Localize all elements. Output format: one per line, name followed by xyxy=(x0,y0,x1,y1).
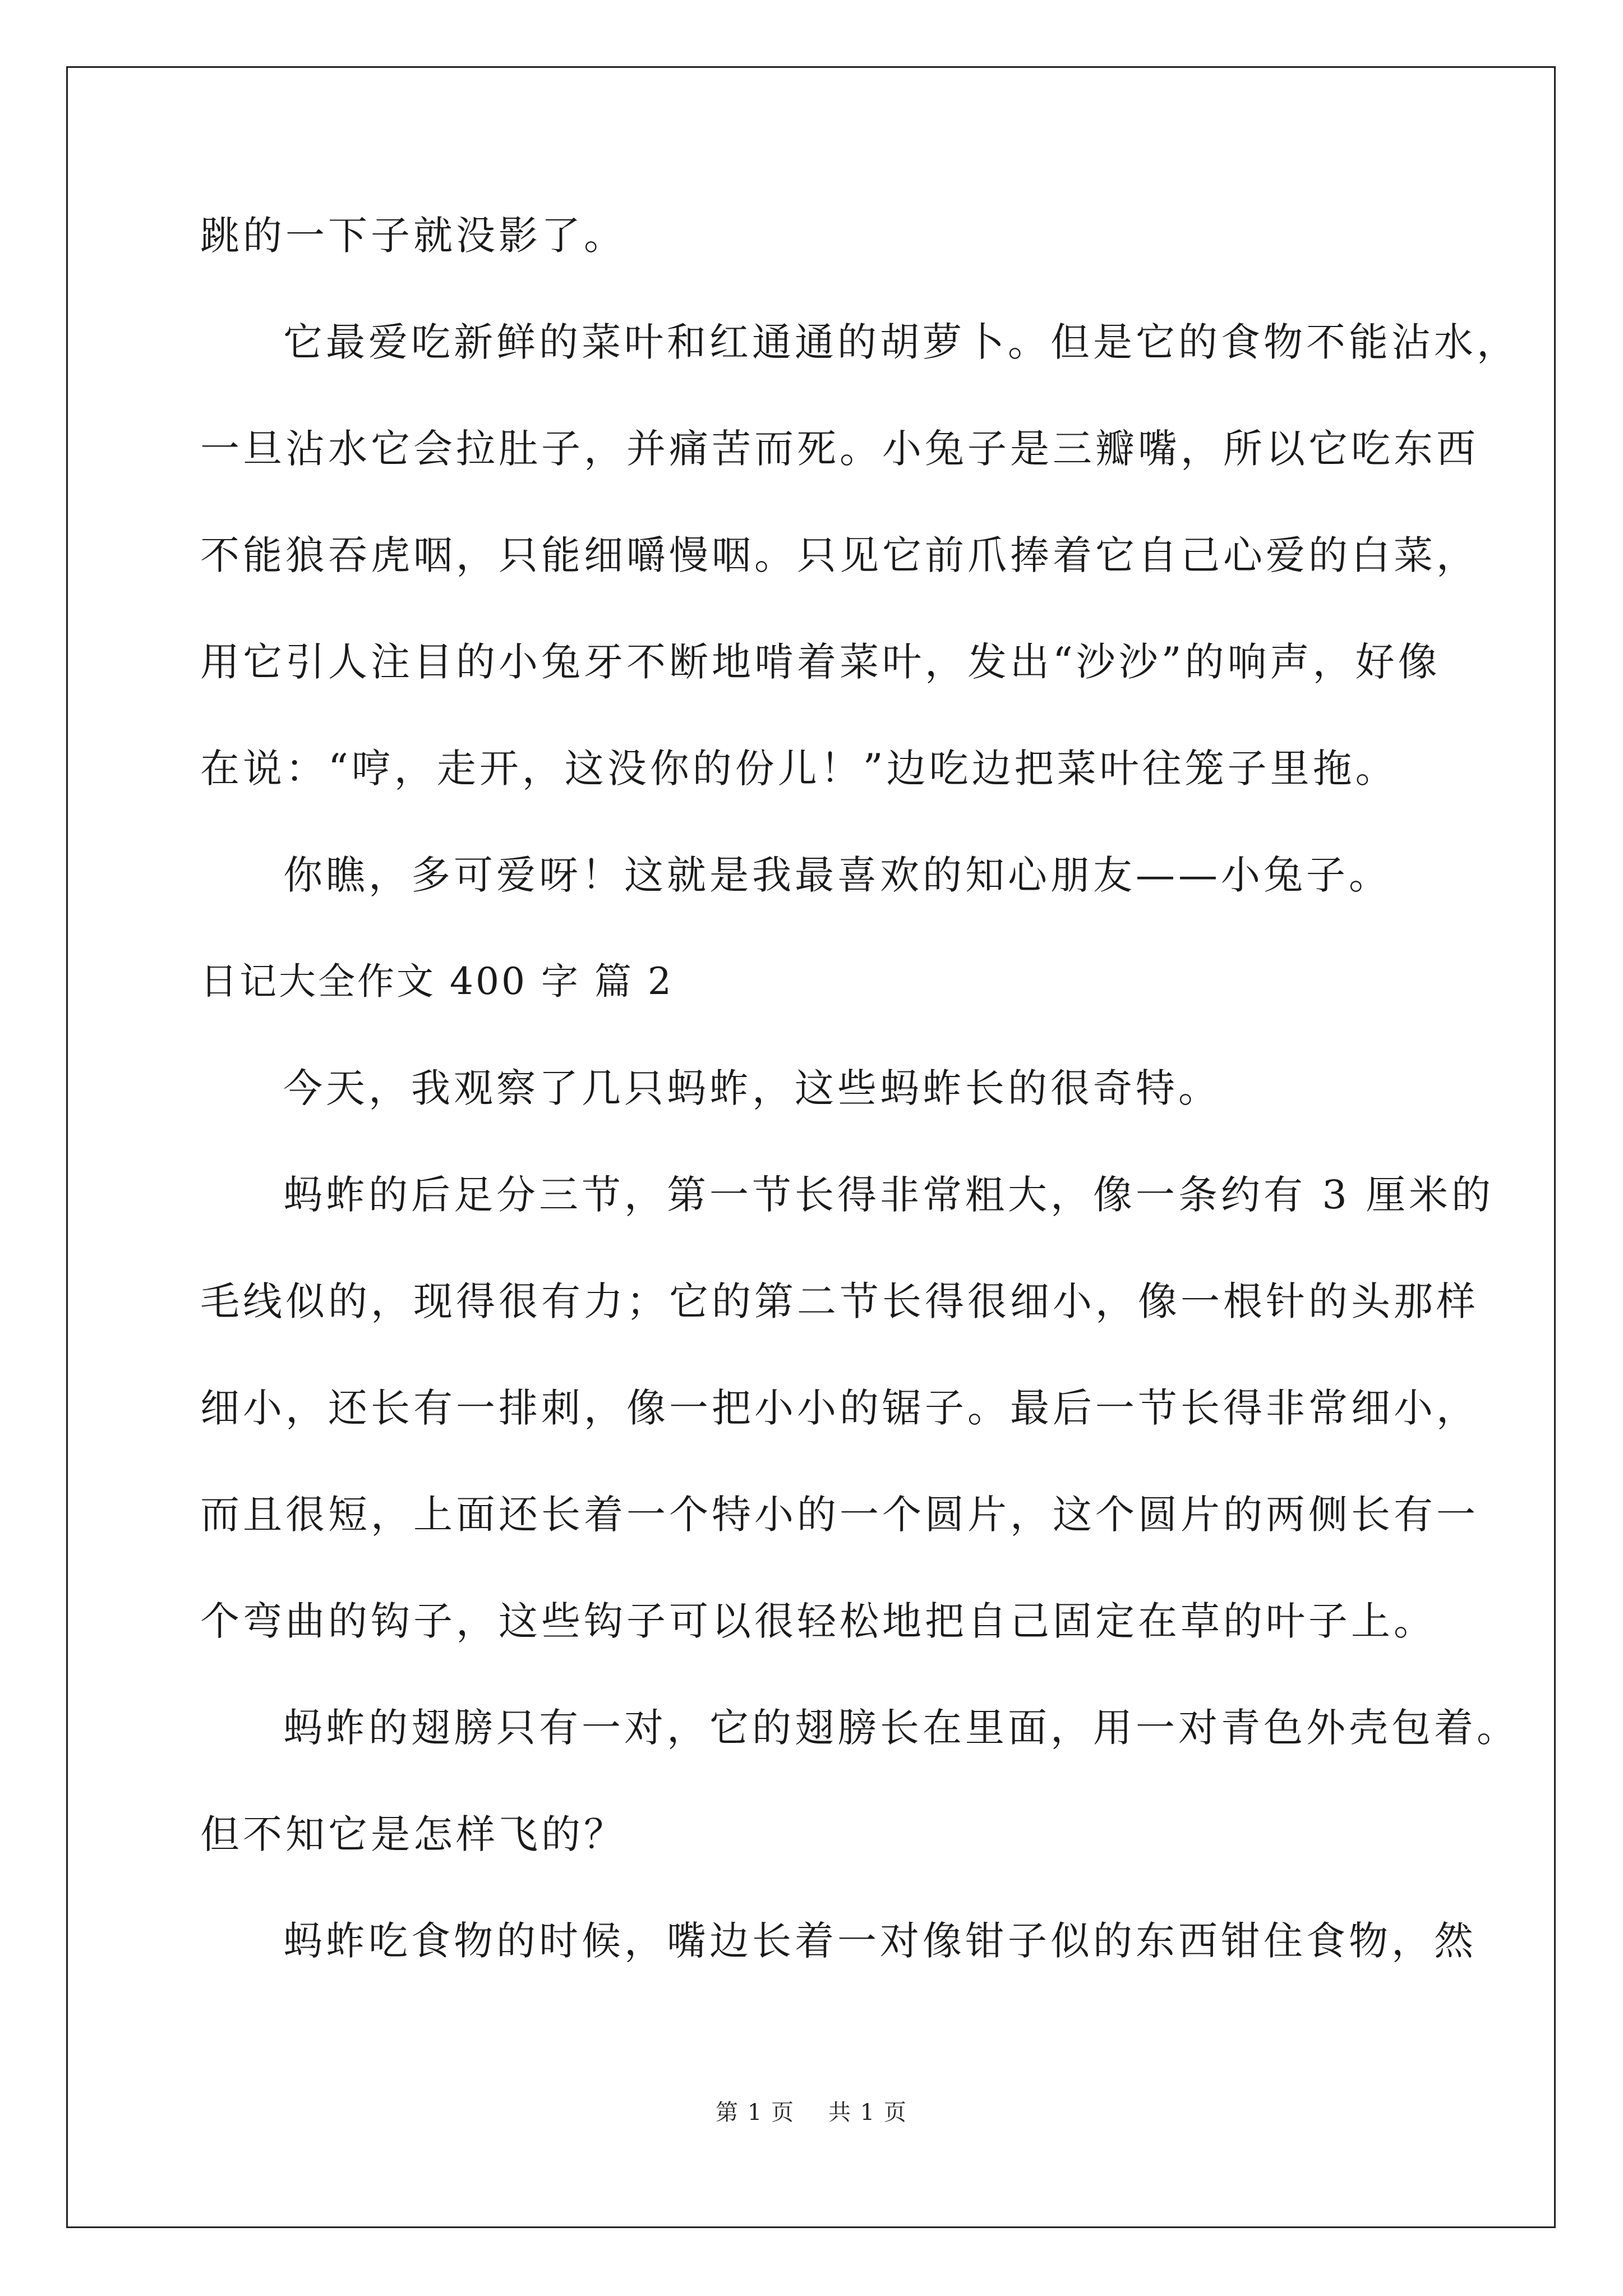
paragraph-line: 在说：“哼，走开，这没你的份儿！”边吃边把菜叶往笼子里拖。 xyxy=(200,746,1398,792)
paragraph-line: 而且很短，上面还长着一个特小的一个圆片，这个圆片的两侧长有一 xyxy=(200,1492,1479,1538)
section-heading: 日记大全作文 400 字 篇 2 xyxy=(200,960,674,1003)
paragraph-line: 个弯曲的钩子，这些钩子可以很轻松地把自己固定在草的叶子上。 xyxy=(200,1598,1436,1644)
page-number-current: 第 1 页 xyxy=(716,2100,795,2125)
paragraph-line: 一旦沾水它会拉肚子，并痛苦而死。小兔子是三瓣嘴，所以它吃东西 xyxy=(200,426,1479,472)
paragraph-line: 毛线似的，现得很有力；它的第二节长得很细小，像一根针的头那样 xyxy=(200,1278,1479,1324)
page-footer xyxy=(0,2095,1623,2127)
page-number-total: 共 1 页 xyxy=(828,2100,907,2125)
paragraph-line: 不能狼吞虎咽，只能细嚼慢咽。只见它前爪捧着它自己心爱的白菜， xyxy=(200,532,1479,578)
paragraph-line: 蚂蚱吃食物的时候，嘴边长着一对像钳子似的东西钳住食物，然 xyxy=(283,1918,1477,1964)
paragraph-line: 但不知它是怎样飞的？ xyxy=(200,1811,626,1857)
paragraph-line: 它最爱吃新鲜的菜叶和红通通的胡萝卜。但是它的食物不能沾水， xyxy=(283,319,1519,365)
paragraph-line: 细小，还长有一排刺，像一把小小的锯子。最后一节长得非常细小， xyxy=(200,1385,1479,1431)
paragraph-line: 蚂蚱的翅膀只有一对，它的翅膀长在里面，用一对青色外壳包着。 xyxy=(283,1705,1519,1751)
paragraph-line: 蚂蚱的后足分三节，第一节长得非常粗大，像一条约有 3 厘米的 xyxy=(283,1172,1495,1218)
paragraph-line: 你瞧，多可爱呀！这就是我最喜欢的知心朋友——小兔子。 xyxy=(283,852,1391,898)
paragraph-line: 用它引人注目的小兔牙不断地啃着菜叶，发出“沙沙”的响声，好像 xyxy=(200,639,1441,685)
page-border xyxy=(66,66,1556,2228)
paragraph-line: 跳的一下子就没影了。 xyxy=(200,213,626,259)
paragraph-line: 今天，我观察了几只蚂蚱，这些蚂蚱长的很奇特。 xyxy=(283,1065,1221,1111)
